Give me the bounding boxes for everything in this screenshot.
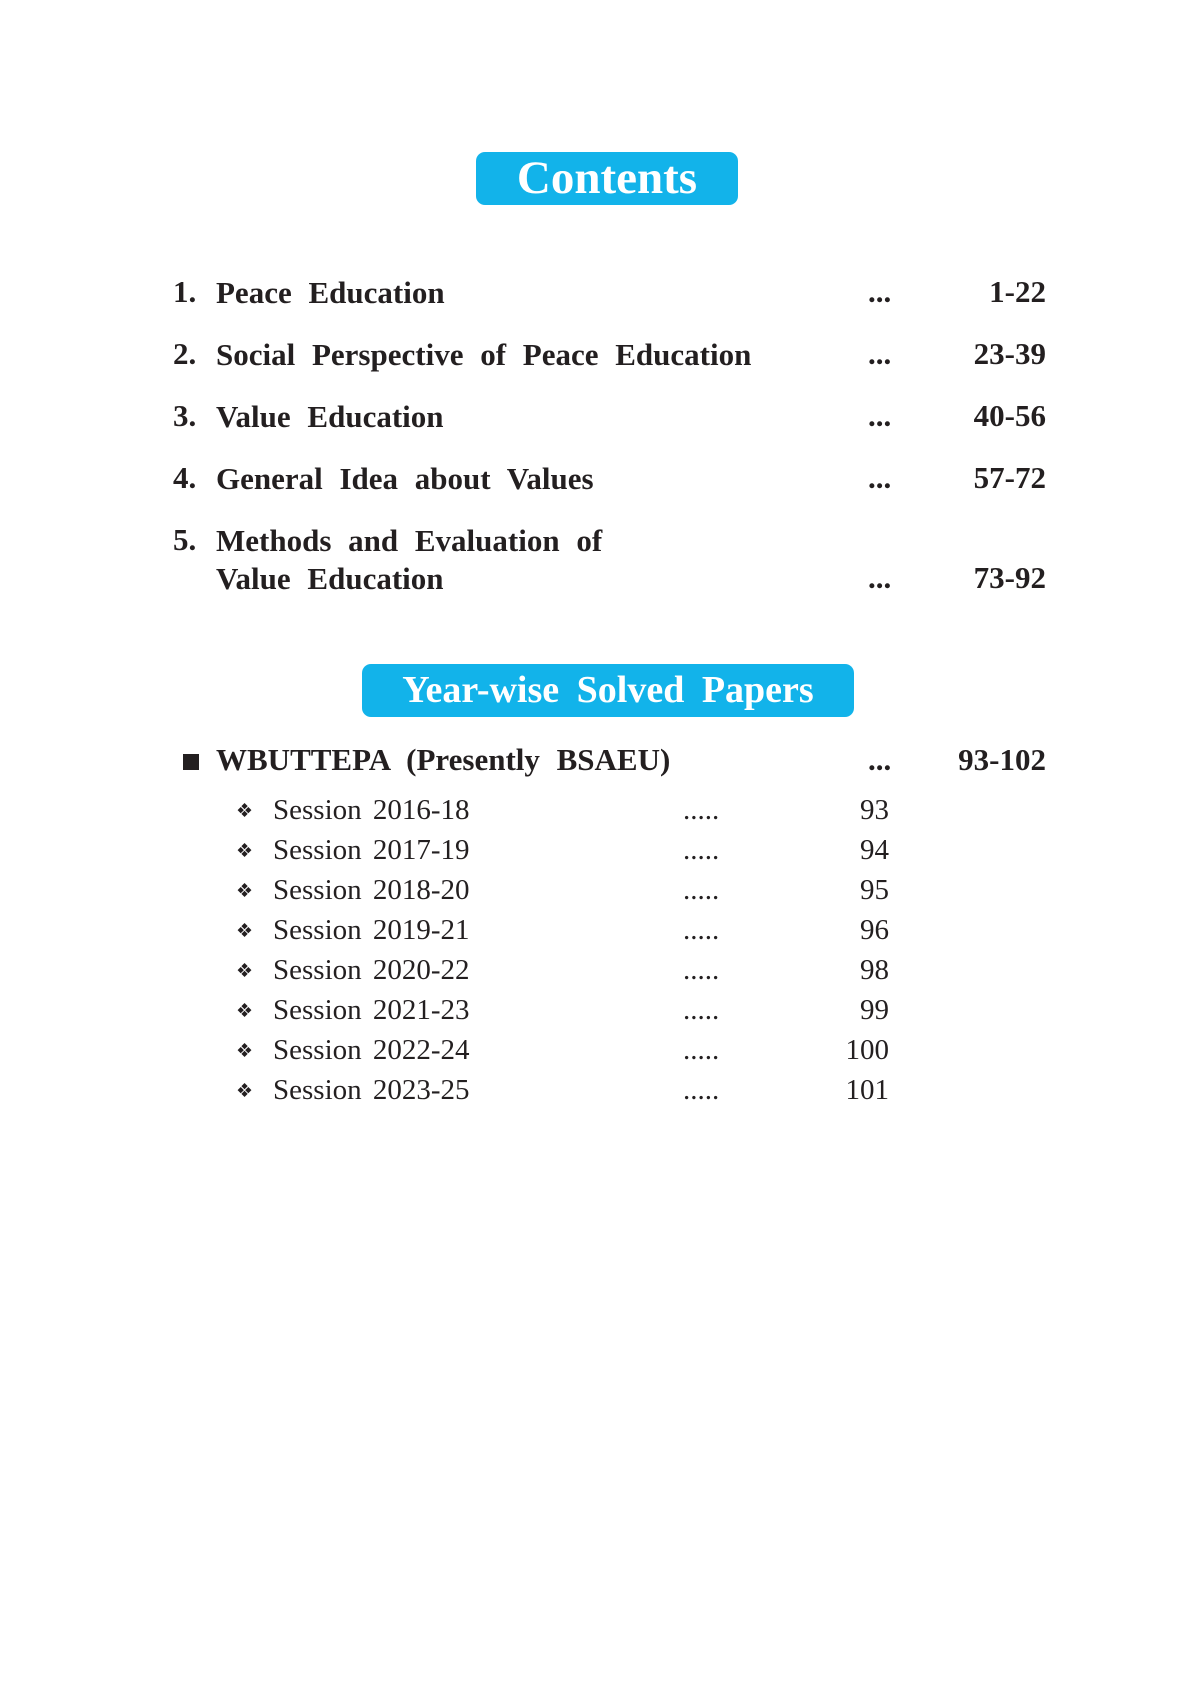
toc-entry-pages: 73-92 [973,560,1046,595]
session-label: Session 2023-25 [273,1074,470,1106]
toc-entry-number: 4. [173,460,197,495]
toc-entry-title-line2: Value Education [216,561,444,596]
session-page: 93 [860,794,889,826]
session-page: 100 [845,1034,889,1066]
session-leader: ..... [683,954,720,986]
toc-entry-pages: 40-56 [973,398,1046,433]
session-label: Session 2021-23 [273,994,470,1026]
toc-entry-title-line1: Methods and Evaluation of [216,523,603,558]
toc-entry-pages: 57-72 [973,460,1046,495]
toc-entry-number: 1. [173,274,197,309]
session-label: Session 2018-20 [273,874,470,906]
diamond-bullet-icon: ❖ [236,961,254,982]
diamond-bullet-icon: ❖ [236,1041,254,1062]
session-leader: ..... [683,994,720,1026]
toc-entry-leader: ... [868,398,892,433]
session-page: 96 [860,914,889,946]
session-leader: ..... [683,1074,720,1106]
toc-entry-title: General Idea about Values [216,461,594,496]
session-leader: ..... [683,874,720,906]
session-leader: ..... [683,914,720,946]
toc-entry-number: 3. [173,398,197,433]
toc-entry-leader: ... [868,560,892,595]
toc-entry-leader: ... [868,274,892,309]
diamond-bullet-icon: ❖ [236,921,254,942]
toc-entry-pages: 1-22 [989,274,1046,309]
wbuttepa-title: WBUTTEPA (Presently BSAEU) [216,742,671,777]
session-page: 101 [845,1074,889,1106]
session-page: 95 [860,874,889,906]
toc-entry-number: 2. [173,336,197,371]
toc-entry-title: Value Education [216,399,444,434]
toc-entry-title: Peace Education [216,275,445,310]
diamond-bullet-icon: ❖ [236,881,254,902]
solved-papers-heading: Year-wise Solved Papers [362,664,854,717]
diamond-bullet-icon: ❖ [236,801,254,822]
session-leader: ..... [683,794,720,826]
square-bullet-icon [183,754,199,770]
session-page: 94 [860,834,889,866]
toc-entry-title: Social Perspective of Peace Education [216,337,752,372]
session-label: Session 2020-22 [273,954,470,986]
diamond-bullet-icon: ❖ [236,1081,254,1102]
diamond-bullet-icon: ❖ [236,841,254,862]
wbuttepa-pages: 93-102 [958,742,1046,777]
session-label: Session 2016-18 [273,794,470,826]
session-label: Session 2017-19 [273,834,470,866]
session-leader: ..... [683,1034,720,1066]
session-leader: ..... [683,834,720,866]
toc-entry-leader: ... [868,336,892,371]
session-label: Session 2022-24 [273,1034,470,1066]
toc-entry-pages: 23-39 [973,336,1046,371]
session-page: 99 [860,994,889,1026]
session-label: Session 2019-21 [273,914,470,946]
session-page: 98 [860,954,889,986]
wbuttepa-leader: ... [868,742,892,777]
toc-entry-number: 5. [173,522,197,557]
contents-heading: Contents [476,152,738,205]
toc-entry-leader: ... [868,460,892,495]
diamond-bullet-icon: ❖ [236,1001,254,1022]
